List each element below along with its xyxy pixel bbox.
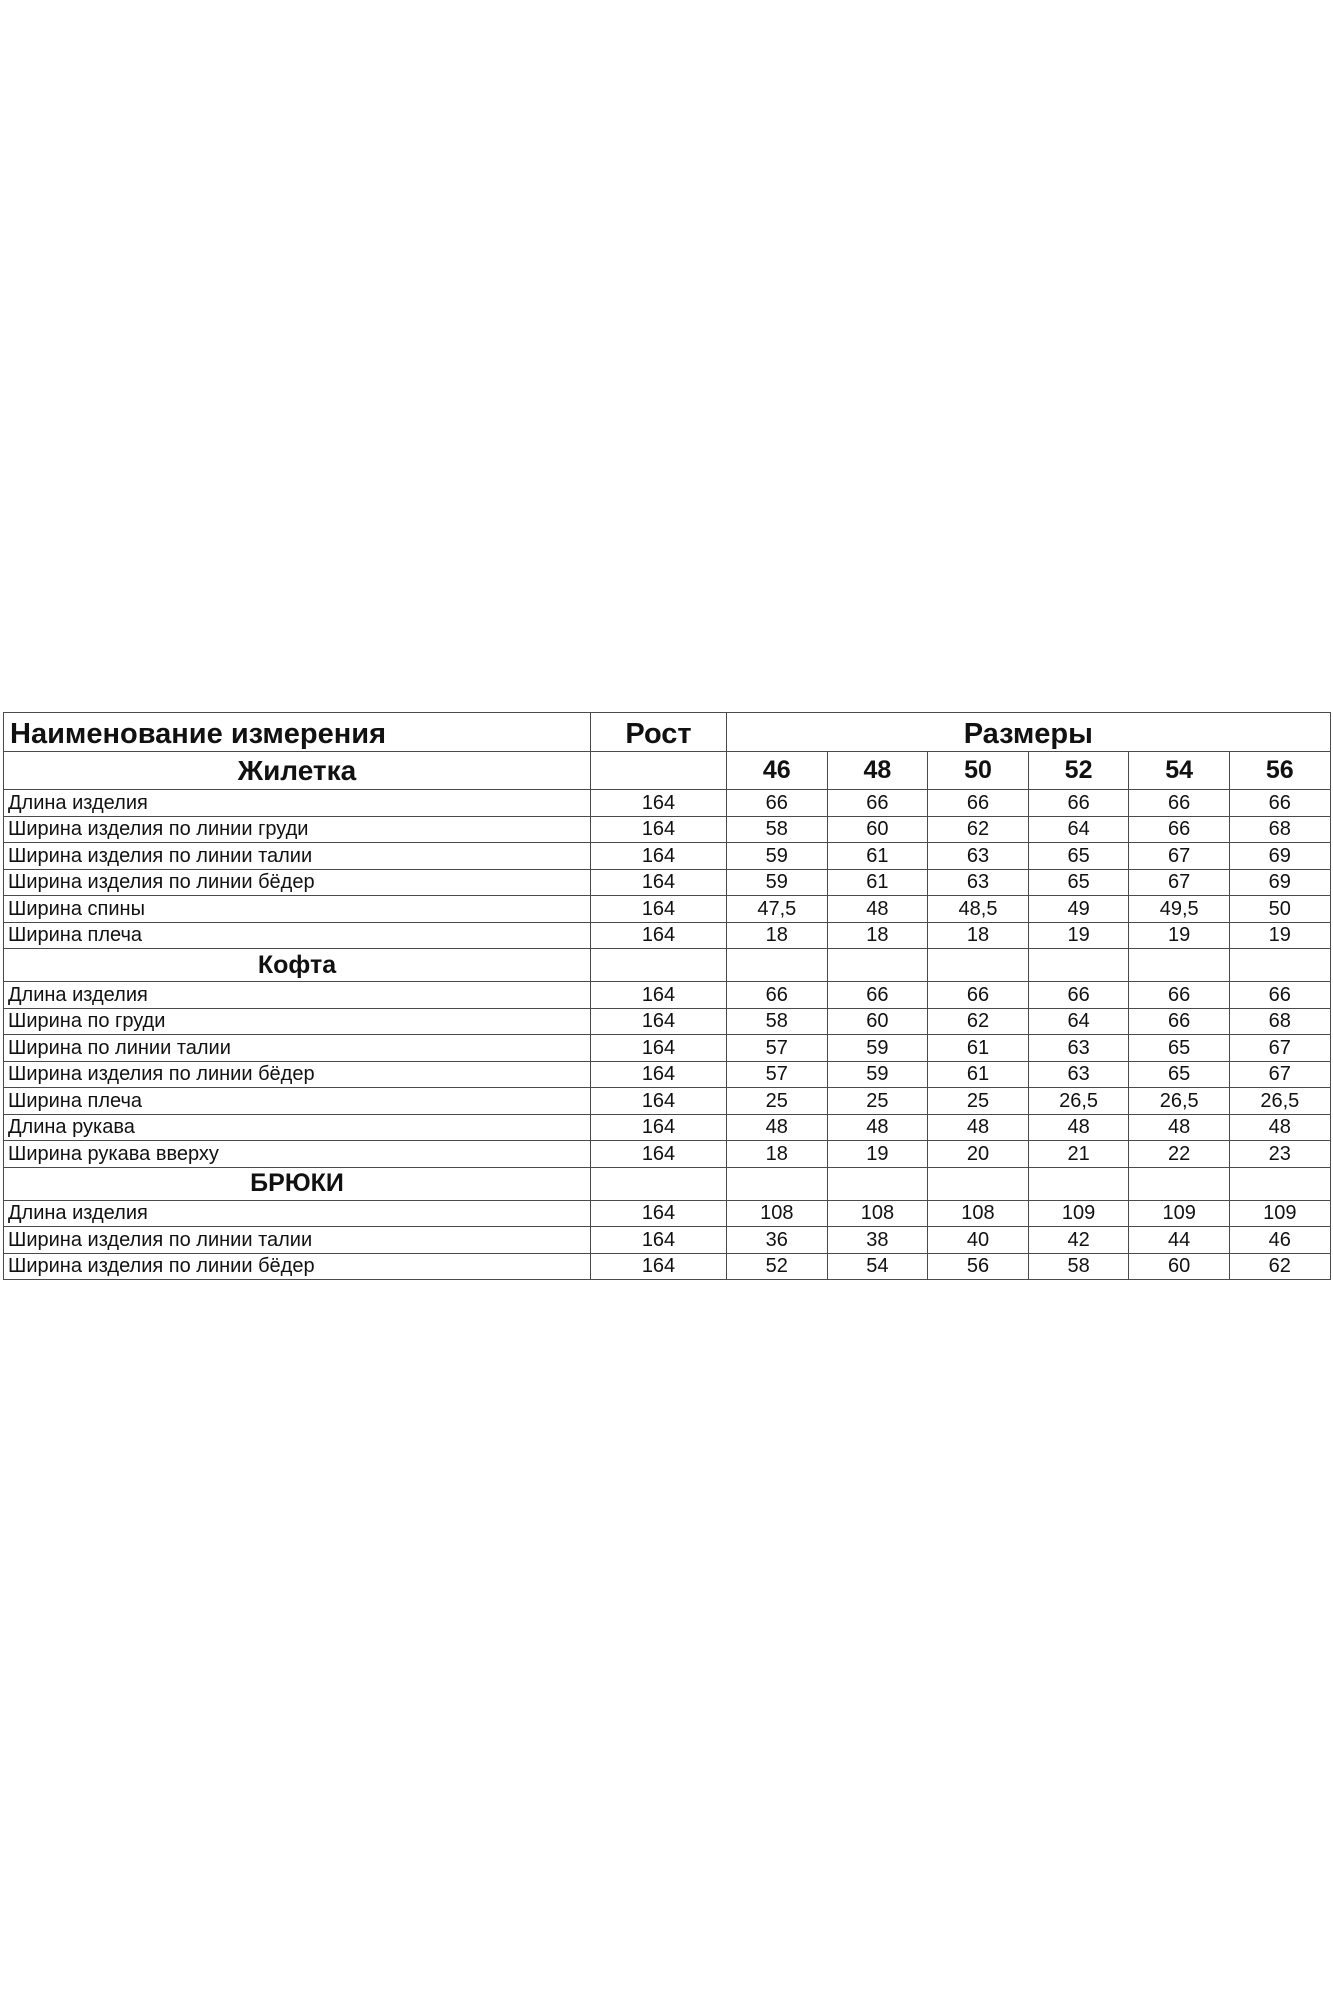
table-row [4,1200,1331,1227]
size-value-46: 57 [727,1061,828,1088]
size-value-56: 46 [1229,1227,1330,1254]
size-value-48: 48 [827,896,928,923]
size-value-50: 62 [928,816,1029,843]
size-value-50: 108 [928,1200,1029,1227]
empty-size-cell [928,1167,1029,1200]
size-header-46: 46 [727,752,828,790]
height-value: 164 [591,1253,727,1280]
size-value-46: 48 [727,1114,828,1141]
size-value-52: 64 [1028,1008,1129,1035]
table-row [4,1008,1331,1035]
empty-size-cell [827,1167,928,1200]
size-value-54: 26,5 [1129,1088,1230,1115]
section-title: БРЮКИ [4,1167,591,1200]
size-value-52: 65 [1028,869,1129,896]
measurement-label: Длина изделия [4,982,591,1009]
size-value-48: 60 [827,1008,928,1035]
size-value-46: 108 [727,1200,828,1227]
height-header: Рост [591,713,727,752]
empty-size-cell [1229,1167,1330,1200]
size-header-56: 56 [1229,752,1330,790]
empty-size-cell [1229,949,1330,982]
table-row [4,816,1331,843]
size-value-46: 58 [727,816,828,843]
size-value-52: 66 [1028,982,1129,1009]
table-row [4,1141,1331,1168]
measurement-name-header: Наименование измерения [4,713,591,752]
size-value-50: 48 [928,1114,1029,1141]
measurement-label: Ширина изделия по линии бёдер [4,1061,591,1088]
size-value-48: 66 [827,790,928,817]
size-value-50: 62 [928,1008,1029,1035]
table-row [4,982,1331,1009]
measurement-label: Ширина плеча [4,1088,591,1115]
size-value-46: 36 [727,1227,828,1254]
measurement-label: Ширина изделия по линии бёдер [4,869,591,896]
size-value-52: 21 [1028,1141,1129,1168]
table-row [4,1227,1331,1254]
table-row [4,843,1331,870]
empty-size-cell [928,949,1029,982]
empty-size-cell [727,949,828,982]
size-value-56: 66 [1229,982,1330,1009]
height-value: 164 [591,1035,727,1062]
size-value-52: 48 [1028,1114,1129,1141]
size-value-46: 66 [727,982,828,1009]
size-value-54: 66 [1129,816,1230,843]
size-value-50: 61 [928,1061,1029,1088]
size-value-52: 64 [1028,816,1129,843]
measurement-label: Длина рукава [4,1114,591,1141]
measurement-label: Ширина изделия по линии бёдер [4,1253,591,1280]
height-value: 164 [591,843,727,870]
table-row [4,1061,1331,1088]
size-value-48: 48 [827,1114,928,1141]
size-value-54: 49,5 [1129,896,1230,923]
size-value-50: 18 [928,922,1029,949]
size-value-46: 18 [727,922,828,949]
size-value-46: 59 [727,843,828,870]
size-value-48: 66 [827,982,928,1009]
size-value-54: 19 [1129,922,1230,949]
size-value-56: 26,5 [1229,1088,1330,1115]
measurement-label: Ширина спины [4,896,591,923]
size-value-56: 68 [1229,816,1330,843]
size-value-56: 67 [1229,1035,1330,1062]
size-value-54: 67 [1129,843,1230,870]
size-header-54: 54 [1129,752,1230,790]
size-value-54: 48 [1129,1114,1230,1141]
size-value-50: 56 [928,1253,1029,1280]
height-value: 164 [591,790,727,817]
table-row [4,869,1331,896]
table-row [4,1253,1331,1280]
size-value-48: 18 [827,922,928,949]
size-value-54: 66 [1129,790,1230,817]
section-title: Кофта [4,949,591,982]
size-value-50: 40 [928,1227,1029,1254]
size-value-56: 109 [1229,1200,1330,1227]
size-value-48: 59 [827,1035,928,1062]
header-row [4,713,1331,752]
size-value-48: 25 [827,1088,928,1115]
size-header-50: 50 [928,752,1029,790]
size-value-54: 65 [1129,1061,1230,1088]
height-value: 164 [591,1227,727,1254]
table-row [4,922,1331,949]
size-value-56: 69 [1229,843,1330,870]
measurement-label: Длина изделия [4,790,591,817]
height-value: 164 [591,1141,727,1168]
size-value-54: 60 [1129,1253,1230,1280]
size-value-56: 66 [1229,790,1330,817]
size-value-54: 65 [1129,1035,1230,1062]
section-header-row [4,1167,1331,1200]
empty-size-cell [1028,1167,1129,1200]
size-value-48: 61 [827,843,928,870]
sizes-header: Размеры [727,713,1331,752]
height-value: 164 [591,816,727,843]
size-value-52: 19 [1028,922,1129,949]
size-value-56: 67 [1229,1061,1330,1088]
size-value-52: 65 [1028,843,1129,870]
size-value-56: 19 [1229,922,1330,949]
size-value-54: 66 [1129,1008,1230,1035]
height-value: 164 [591,922,727,949]
table-row [4,1035,1331,1062]
empty-height-cell [591,752,727,790]
height-value: 164 [591,1008,727,1035]
height-value: 164 [591,896,727,923]
size-value-52: 26,5 [1028,1088,1129,1115]
measurement-label: Длина изделия [4,1200,591,1227]
size-value-56: 23 [1229,1141,1330,1168]
height-value: 164 [591,1061,727,1088]
size-value-52: 109 [1028,1200,1129,1227]
section-header-row [4,949,1331,982]
section-title: Жилетка [4,752,591,790]
size-value-48: 38 [827,1227,928,1254]
height-value: 164 [591,1114,727,1141]
size-value-46: 57 [727,1035,828,1062]
table-row [4,896,1331,923]
height-value: 164 [591,1088,727,1115]
size-value-48: 54 [827,1253,928,1280]
size-value-52: 63 [1028,1061,1129,1088]
size-value-56: 69 [1229,869,1330,896]
size-value-48: 60 [827,816,928,843]
height-value: 164 [591,982,727,1009]
measurement-label: Ширина по линии талии [4,1035,591,1062]
size-header-52: 52 [1028,752,1129,790]
height-value: 164 [591,1200,727,1227]
measurement-label: Ширина плеча [4,922,591,949]
size-value-50: 61 [928,1035,1029,1062]
size-value-48: 59 [827,1061,928,1088]
empty-size-cell [1129,949,1230,982]
empty-size-cell [1129,1167,1230,1200]
size-value-46: 52 [727,1253,828,1280]
section-header-row [4,752,1331,790]
empty-size-cell [1028,949,1129,982]
size-value-46: 18 [727,1141,828,1168]
empty-size-cell [727,1167,828,1200]
size-value-50: 66 [928,982,1029,1009]
table-row [4,1114,1331,1141]
empty-size-cell [827,949,928,982]
size-value-56: 68 [1229,1008,1330,1035]
size-value-46: 58 [727,1008,828,1035]
table-row [4,1088,1331,1115]
measurement-label: Ширина изделия по линии груди [4,816,591,843]
size-value-56: 62 [1229,1253,1330,1280]
size-value-48: 61 [827,869,928,896]
size-value-48: 108 [827,1200,928,1227]
size-header-48: 48 [827,752,928,790]
size-value-50: 48,5 [928,896,1029,923]
size-value-46: 66 [727,790,828,817]
size-value-50: 66 [928,790,1029,817]
height-value: 164 [591,869,727,896]
size-chart-table [3,712,1331,1280]
empty-height-cell [591,949,727,982]
size-value-56: 50 [1229,896,1330,923]
size-value-50: 63 [928,869,1029,896]
size-value-50: 20 [928,1141,1029,1168]
table-row [4,790,1331,817]
size-value-52: 42 [1028,1227,1129,1254]
measurement-label: Ширина по груди [4,1008,591,1035]
size-value-52: 58 [1028,1253,1129,1280]
size-value-52: 49 [1028,896,1129,923]
size-value-46: 47,5 [727,896,828,923]
size-value-46: 25 [727,1088,828,1115]
size-value-56: 48 [1229,1114,1330,1141]
empty-height-cell [591,1167,727,1200]
size-value-52: 66 [1028,790,1129,817]
size-value-54: 66 [1129,982,1230,1009]
size-value-54: 109 [1129,1200,1230,1227]
size-value-48: 19 [827,1141,928,1168]
measurement-label: Ширина изделия по линии талии [4,843,591,870]
size-value-54: 67 [1129,869,1230,896]
size-value-52: 63 [1028,1035,1129,1062]
size-value-50: 63 [928,843,1029,870]
measurement-label: Ширина рукава вверху [4,1141,591,1168]
measurement-label: Ширина изделия по линии талии [4,1227,591,1254]
size-value-46: 59 [727,869,828,896]
size-value-54: 44 [1129,1227,1230,1254]
size-value-50: 25 [928,1088,1029,1115]
size-value-54: 22 [1129,1141,1230,1168]
